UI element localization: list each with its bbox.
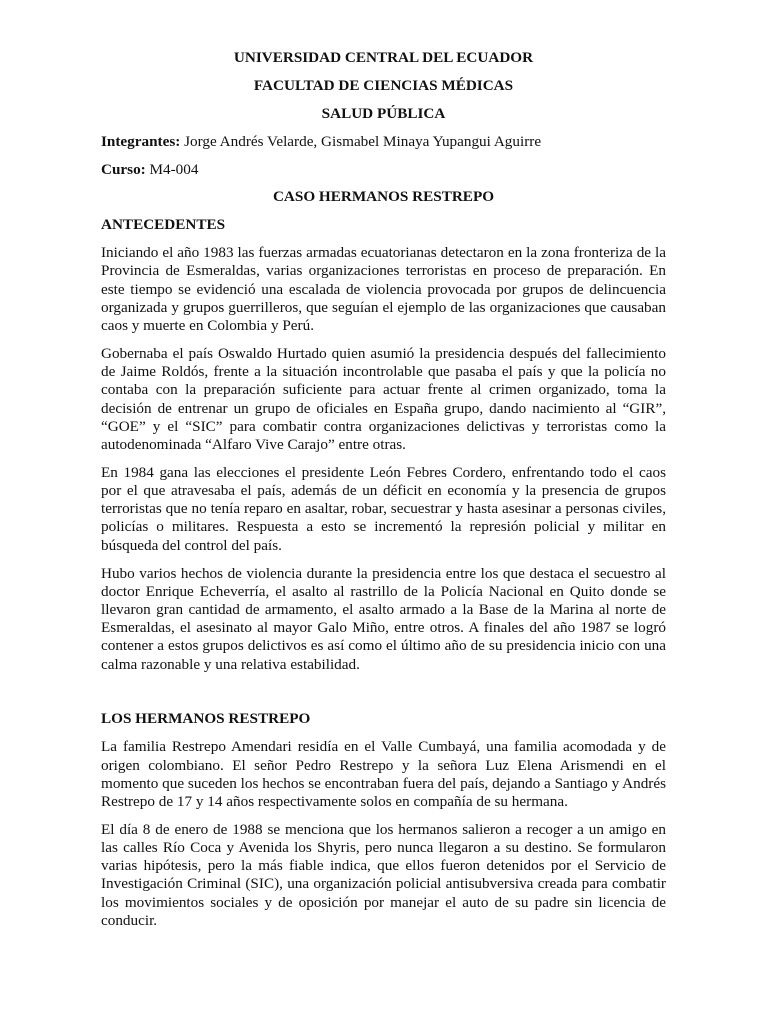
section-title-antecedentes: ANTECEDENTES (101, 216, 226, 234)
members-line (101, 133, 666, 151)
members-label: Integrantes: (101, 132, 181, 150)
course-line (101, 161, 666, 179)
course-label: Curso: (101, 160, 146, 178)
section-spacer (101, 683, 666, 710)
paragraph: Gobernaba el país Oswaldo Hurtado quien asumió la presidencia después del fallecimiento de Jaime Roldós, frente a la situación incontrolable que pasaba el país y que la policía no contaba con la preparación suficiente para actuar frente al crimen organizado, toma la decisión de entrenar un grupo de oficiales en España grupo, dando nacimiento al “GIR”, “GOE” y el “SIC” para combatir contra organizaciones delictivas y terroristas como la autodenominada “Alfaro Vive Carajo” entre otras. (101, 344, 666, 453)
paragraph: La familia Restrepo Amendari residía en el Valle Cumbayá, una familia acomodada y de origen colombiano. El señor Pedro Restrepo y la señora Luz Elena Arismendi en el momento que suceden los hechos se encontraban fuera del país, dejando a Santiago y Andrés Restrepo de 17 y 14 años respectivamente solos en compañía de su hermana. (101, 738, 666, 810)
university-title: UNIVERSIDAD CENTRAL DEL ECUADOR (233, 49, 534, 66)
paragraph: Hubo varios hechos de violencia durante la presidencia entre los que destaca el secuestro al doctor Enrique Echeverría, el asalto al rastrillo de la Policía Nacional en Quito donde se llevaron gran cantidad de armamento, el asalto armado a la Base de la Marina al norte de Esmeraldas, el asesinato al mayor Galo Miño, entre otros. A finales del año 1987 se logró contener a estos grupos delictivos es así como el último año de su presidencia inicio con una calma razonable y una relativa estabilidad. (101, 564, 666, 673)
subject-title: SALUD PÚBLICA (321, 104, 446, 122)
course-value: M4-004 (145, 160, 199, 178)
paragraph: Iniciando el año 1983 las fuerzas armadas ecuatorianas detectaron en la zona fronteriza de la Provincia de Esmeraldas, varias organizaciones terroristas en proceso de preparación. En este tiempo se evidenció una escalada de violencia provocada por grupos de delincuencia organizada y grupos guerrilleros, que seguían el ejemplo de las organizaciones que causaban caos y muerte en Colombia y Perú. (101, 244, 666, 335)
paragraph: En 1984 gana las elecciones el presidente León Febres Cordero, enfrentando todo el caos por el que atravesaba el país, además de un déficit en economía y la presencia de grupos terroristas que no tenía reparo en asaltar, robar, secuestrar y hasta asesinar a personas civiles, policías o militares. Respuesta a esto se incrementó la represión policial y militar en búsqueda del control del país. (101, 463, 666, 554)
section-title-hermanos-restrepo: LOS HERMANOS RESTREPO (101, 710, 311, 728)
paragraph: El día 8 de enero de 1988 se menciona que los hermanos salieron a recoger a un amigo en las calles Río Coca y Avenida los Shyris, pero nunca llegaron a su destino. Se formularon varias hipótesis, pero la más fiable indica, que ellos fueron detenidos por el Servicio de Investigación Criminal (SIC), una organización policial antisubversiva creada para combatir los movimientos sociales y de oposición por manejar el auto de su padre sin licencia de conducir. (101, 820, 666, 929)
faculty-title: FACULTAD DE CIENCIAS MÉDICAS (253, 76, 514, 94)
case-title: CASO HERMANOS RESTREPO (272, 188, 495, 206)
members-value: Jorge Andrés Velarde, Gismabel Minaya Yupangui Aguirre (180, 132, 542, 150)
